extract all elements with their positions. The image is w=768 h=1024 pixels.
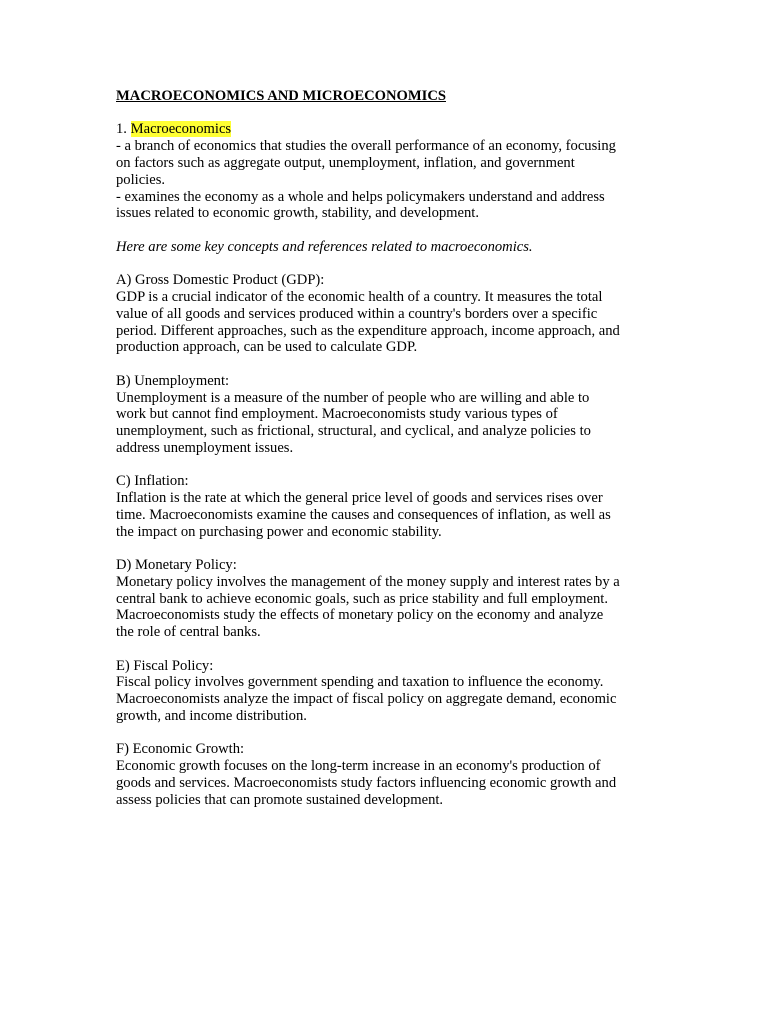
concept-line: assess policies that can promote sustained development.: [116, 791, 444, 808]
document-content: [116, 88, 656, 809]
concept-heading: B) Unemployment:: [116, 372, 230, 389]
concept-economic-growth: [116, 741, 656, 808]
concept-heading: C) Inflation:: [116, 473, 189, 490]
concept-line: Macroeconomists analyze the impact of fiscal policy on aggregate demand, economic: [116, 691, 617, 708]
concept-fiscal-policy: [116, 658, 656, 725]
concept-gdp: [116, 272, 656, 356]
concept-line: period. Different approaches, such as the expenditure approach, income approach, and: [116, 322, 620, 339]
section-macroeconomics: [116, 121, 656, 222]
concept-line: GDP is a crucial indicator of the economic health of a country. It measures the total: [116, 288, 603, 305]
definition-line: issues related to economic growth, stability, and development.: [116, 205, 479, 222]
concept-line: work but cannot find employment. Macroeconomists study various types of: [116, 406, 558, 423]
definition-line: policies.: [116, 171, 166, 188]
concept-line: the role of central banks.: [116, 624, 261, 641]
concept-monetary-policy: [116, 557, 656, 641]
concept-line: growth, and income distribution.: [116, 708, 307, 725]
concept-line: goods and services. Macroeconomists study factors influencing economic growth and: [116, 775, 617, 792]
definition-line: - a branch of economics that studies the overall performance of an economy, focusing: [116, 138, 616, 155]
concept-line: unemployment, such as frictional, structural, and cyclical, and analyze policies to: [116, 423, 591, 440]
concept-line: Fiscal policy involves government spending and taxation to influence the economy.: [116, 674, 604, 691]
concept-unemployment: [116, 373, 656, 457]
concept-line: Monetary policy involves the management of the money supply and interest rates by a: [116, 573, 620, 590]
definition-line: on factors such as aggregate output, unemployment, inflation, and government: [116, 154, 575, 171]
concept-line: Unemployment is a measure of the number of people who are willing and able to: [116, 389, 590, 406]
concept-heading: A) Gross Domestic Product (GDP):: [116, 272, 325, 289]
concept-line: Macroeconomists study the effects of monetary policy on the economy and analyze: [116, 607, 604, 624]
concept-line: value of all goods and services produced within a country's borders over a specific: [116, 305, 598, 322]
concept-line: central bank to achieve economic goals, such as price stability and full employment.: [116, 590, 608, 607]
intro-paragraph: [116, 239, 656, 256]
concept-line: Inflation is the rate at which the general price level of goods and services rises over: [116, 490, 603, 507]
definition-line: - examines the economy as a whole and helps policymakers understand and address: [116, 188, 605, 205]
concept-line: production approach, can be used to calculate GDP.: [116, 339, 418, 356]
section-heading: [116, 121, 656, 138]
document-title: MACROECONOMICS AND MICROECONOMICS: [116, 88, 446, 104]
concept-heading: D) Monetary Policy:: [116, 557, 237, 574]
intro-text: Here are some key concepts and references related to macroeconomics.: [116, 238, 533, 255]
concept-line: the impact on purchasing power and economic stability.: [116, 523, 442, 540]
concept-heading: E) Fiscal Policy:: [116, 657, 214, 674]
concept-heading: F) Economic Growth:: [116, 741, 245, 758]
highlighted-term: Macroeconomics: [130, 121, 232, 138]
concept-line: time. Macroeconomists examine the causes and consequences of inflation, as well as: [116, 506, 611, 523]
concept-line: Economic growth focuses on the long-term increase in an economy's production of: [116, 758, 601, 775]
section-number: 1.: [116, 121, 127, 138]
concept-inflation: [116, 473, 656, 540]
concept-line: address unemployment issues.: [116, 439, 294, 456]
